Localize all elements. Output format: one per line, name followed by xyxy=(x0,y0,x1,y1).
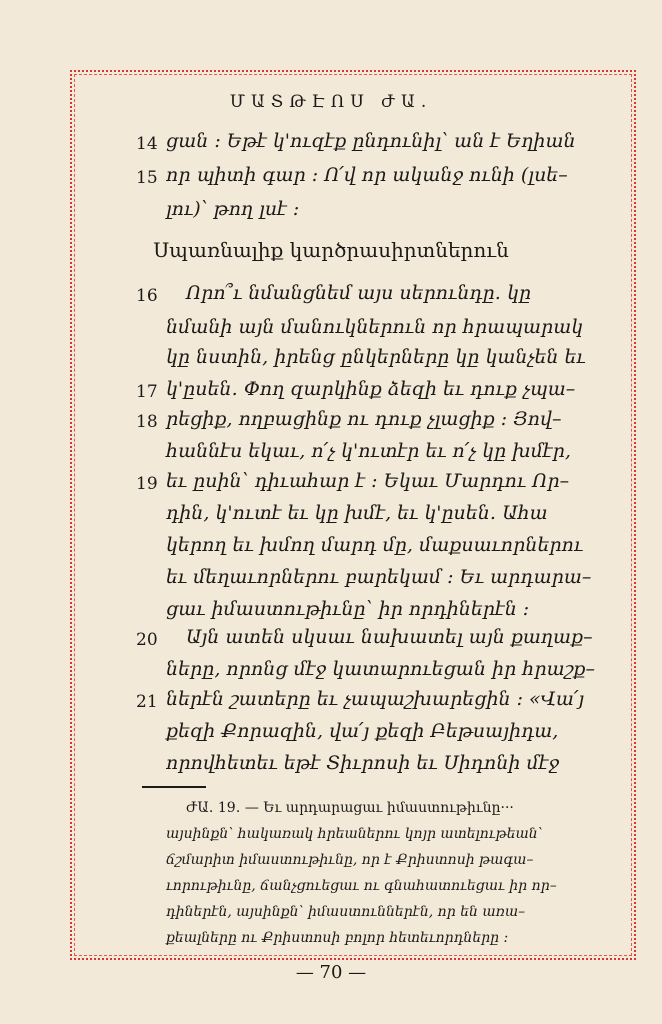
section-subtitle: Սպառնալիք կարծրասիրտներուն xyxy=(153,238,509,262)
footnote-line: ճշմարիտ իմաստութիւնը, որ է Քրիստոսի թագա– xyxy=(166,852,534,868)
footnote-heading: ԺԱ․ 19․ — Եւ արդարացաւ իմաստութիւնը··· xyxy=(186,800,514,816)
text-line: դին, կ'ուտէ եւ կը խմէ, եւ կ'ըսեն․ Ահա xyxy=(166,502,548,524)
text-line: ցաւ իմաստութիւնը՝ իր որդիներէն : xyxy=(166,598,530,620)
text-line: լու)՝ թող լսէ : xyxy=(166,198,300,220)
text-line: եւ մեղաւորներու բարեկամ : Եւ արդարա– xyxy=(166,566,592,588)
verse-number: 17 xyxy=(136,382,158,402)
text-line: կը նստին, իրենց ընկերները կը կանչեն եւ xyxy=(166,346,586,368)
footnote-line: այսինքն՝ հակառակ հրեաներու կոյր ատելութեան՝ xyxy=(166,826,543,842)
verse-number: 18 xyxy=(136,412,158,432)
verse-number: 15 xyxy=(136,168,158,188)
verse-number: 19 xyxy=(136,474,158,494)
text-line: հաննէս եկաւ, ո՛չ կ'ուտէր եւ ո՛չ կը խմէր, xyxy=(166,440,571,462)
running-header: ՄԱՏԹԷՈՍ ԺԱ. xyxy=(229,92,433,112)
footnote-line: ւորութիւնը, ճանչցուեցաւ ու գնահատուեցաւ իր որ– xyxy=(166,878,557,894)
verse-number: 14 xyxy=(136,134,158,154)
text-line: Այն ատեն սկսաւ նախատել այն քաղաք– xyxy=(186,626,593,648)
footnote-line: դիներէն, այսինքն՝ իմաստուններէն, որ են առա– xyxy=(166,904,526,920)
text-line: քեզի Քորազին, վա՛յ քեզի Բեթսայիդա, xyxy=(166,720,559,742)
text-line: կ'ըսեն․ Փող զարկինք ձեզի եւ դուք չպա– xyxy=(166,378,576,400)
text-line: եւ ըսին՝ դիւահար է : Եկաւ Մարդու Որ– xyxy=(166,470,570,492)
text-line: որ պիտի գար : Ո՛վ որ ականջ ունի (լսե– xyxy=(166,164,568,186)
text-line: ներէն շատերը եւ չապաշխարեցին : «Վա՛յ xyxy=(166,688,585,710)
verse-number: 20 xyxy=(136,630,158,650)
verse-number: 16 xyxy=(136,286,158,306)
text-line: րեցիք, ողբացինք ու դուք չլացիք : Յով– xyxy=(166,408,562,430)
text-line: որովհետեւ եթէ Տիւրոսի եւ Սիդոնի մէջ xyxy=(166,752,560,774)
page-number: — 70 — xyxy=(295,962,367,983)
footnote-divider xyxy=(142,786,206,788)
text-line: Որո՞ւ նմանցնեմ այս սերունդը․ կը xyxy=(186,282,532,304)
text-line: ցան : Եթէ կ'ուզէք ընդունիլ՝ ան է Եղիան xyxy=(166,130,576,152)
text-line: նմանի այն մանուկներուն որ հրապարակ xyxy=(166,316,584,338)
text-line: կերող եւ խմող մարդ մը, մաքսաւորներու xyxy=(166,534,584,556)
text-line: ները, որոնց մէջ կատարուեցան իր հրաշք– xyxy=(166,658,595,680)
verse-number: 21 xyxy=(136,692,158,712)
footnote-line: քեալները ու Քրիստոսի բոլոր հետեւորդները : xyxy=(166,930,509,946)
